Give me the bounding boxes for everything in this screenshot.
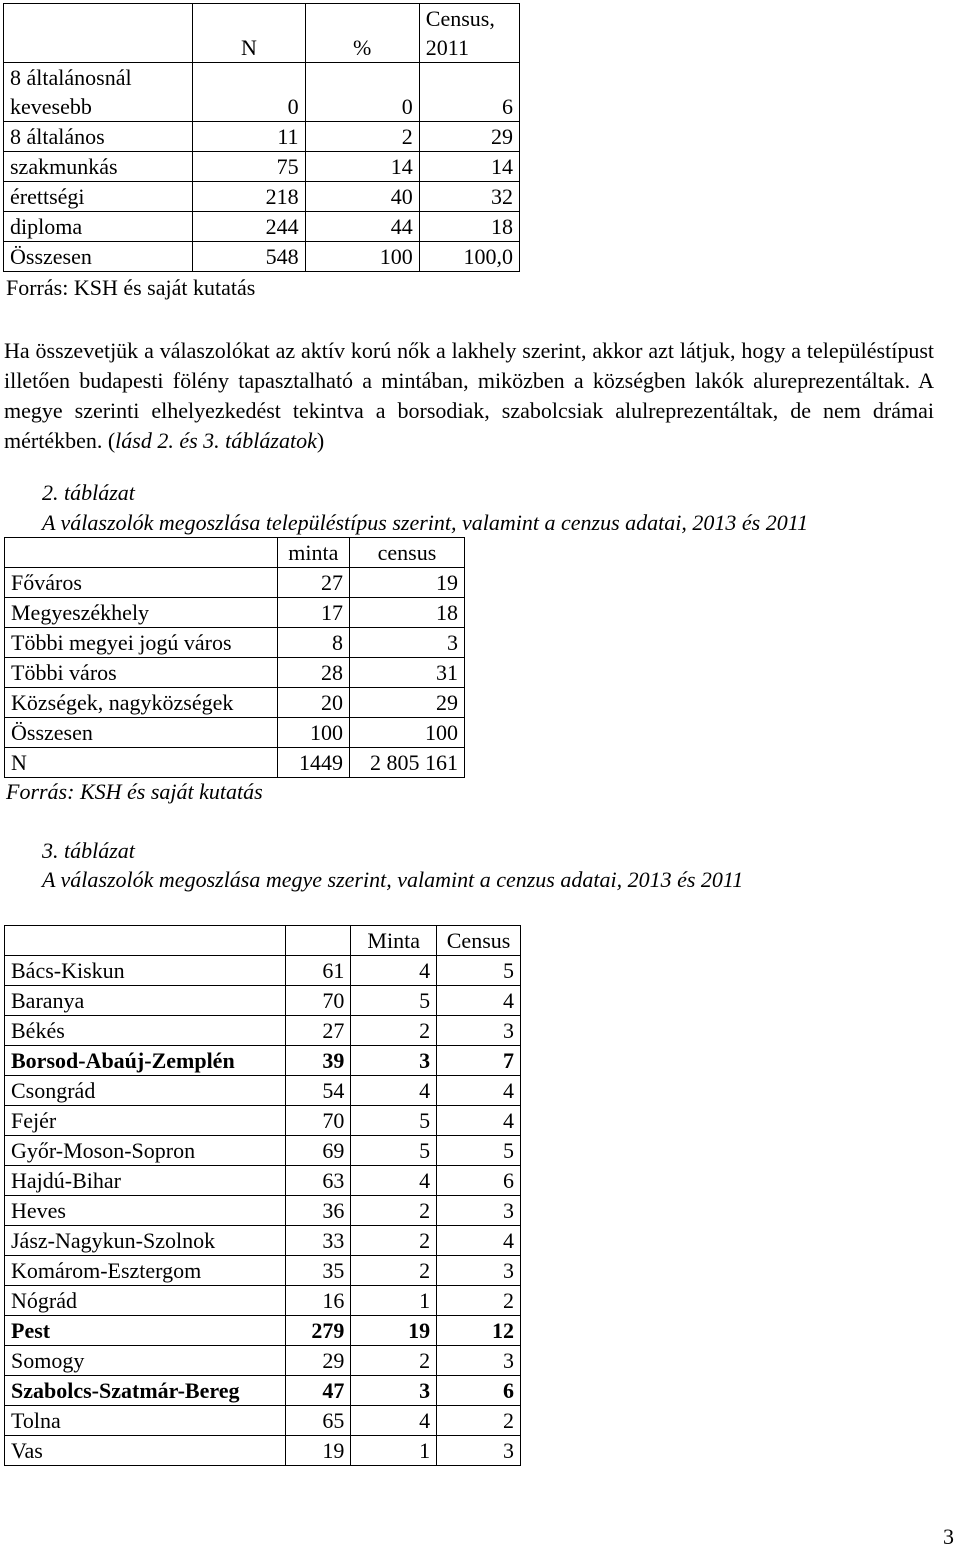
- cell-census: 100: [349, 718, 464, 748]
- header-cell: minta: [277, 538, 349, 568]
- cell-minta: 5: [351, 1136, 437, 1166]
- cell-census: 29: [349, 688, 464, 718]
- row-label: Békés: [5, 1016, 286, 1046]
- cell-census: 18: [419, 212, 519, 242]
- table2-title-text: A válaszolók megoszlása településtípus szerint, valamint a cenzus adatai, 2013 és 2011: [42, 510, 809, 535]
- header-cell: Census: [437, 926, 521, 956]
- cell-census: 32: [419, 182, 519, 212]
- cell-census: 6: [437, 1166, 521, 1196]
- cell-census: 5: [437, 1136, 521, 1166]
- row-label: Heves: [5, 1196, 286, 1226]
- row-label: Többi megyei jogú város: [5, 628, 278, 658]
- table-row: [5, 1256, 521, 1286]
- page-number: 3: [943, 1524, 954, 1549]
- cell-n: 65: [285, 1406, 351, 1436]
- cell-minta: 4: [351, 956, 437, 986]
- cell-percent: 2: [305, 122, 419, 152]
- table3-number: [42, 838, 135, 864]
- table-row: [4, 242, 520, 272]
- body-paragraph: [4, 336, 934, 456]
- table-row: [5, 1106, 521, 1136]
- cell-percent: 14: [305, 152, 419, 182]
- table-row: [5, 1406, 521, 1436]
- table3-title-text: A válaszolók megoszlása megye szerint, valamint a cenzus adatai, 2013 és 2011: [42, 867, 744, 892]
- table1-source: Forrás: KSH és saját kutatás: [6, 275, 256, 300]
- table3-title: [42, 867, 743, 893]
- cell-n: 61: [285, 956, 351, 986]
- cell-percent: 100: [305, 242, 419, 272]
- cell-minta: 8: [277, 628, 349, 658]
- cell-n: 11: [193, 122, 305, 152]
- table-row: [4, 212, 520, 242]
- row-label: Borsod-Abaúj-Zemplén: [5, 1046, 286, 1076]
- cell-census: 100,0: [419, 242, 519, 272]
- cell-census: 4: [437, 986, 521, 1016]
- header-cell: [285, 926, 351, 956]
- row-label: Nógrád: [5, 1286, 286, 1316]
- row-label: Vas: [5, 1436, 286, 1466]
- table-row: [5, 1016, 521, 1046]
- table-row: [5, 658, 465, 688]
- cell-census: 6: [437, 1376, 521, 1406]
- cell-census: 2: [437, 1406, 521, 1436]
- header-cell: [4, 4, 193, 63]
- row-label: diploma: [4, 212, 193, 242]
- cell-n: 548: [193, 242, 305, 272]
- education-table-body: [4, 4, 520, 272]
- cell-census: 14: [419, 152, 519, 182]
- row-label: Szabolcs-Szatmár-Bereg: [5, 1376, 286, 1406]
- table-row: [5, 1076, 521, 1106]
- cell-census: 3: [349, 628, 464, 658]
- table3-number-text: 3. táblázat: [42, 838, 135, 863]
- row-label: 8 általánosnál kevesebb: [4, 63, 193, 122]
- table2-number-text: 2. táblázat: [42, 480, 135, 505]
- cell-minta: 2: [351, 1346, 437, 1376]
- table-row: [4, 63, 520, 122]
- table-header-row: [4, 4, 520, 63]
- cell-minta: 2: [351, 1226, 437, 1256]
- cell-census: 19: [349, 568, 464, 598]
- cell-n: 70: [285, 1106, 351, 1136]
- table-row: [5, 688, 465, 718]
- cell-census: 2: [437, 1286, 521, 1316]
- cell-minta: 2: [351, 1016, 437, 1046]
- county-table-body: [5, 926, 521, 1466]
- cell-census: 3: [437, 1436, 521, 1466]
- header-cell: census: [349, 538, 464, 568]
- cell-minta: 1: [351, 1436, 437, 1466]
- row-label: Jász-Nagykun-Szolnok: [5, 1226, 286, 1256]
- cell-n: 75: [193, 152, 305, 182]
- cell-census: 7: [437, 1046, 521, 1076]
- row-label: Többi város: [5, 658, 278, 688]
- table-row: [5, 1436, 521, 1466]
- header-cell: %: [305, 4, 419, 63]
- cell-n: 19: [285, 1436, 351, 1466]
- cell-n: 47: [285, 1376, 351, 1406]
- cell-census: 2 805 161: [349, 748, 464, 778]
- cell-census: 4: [437, 1106, 521, 1136]
- cell-census: 18: [349, 598, 464, 628]
- table-row: [5, 1286, 521, 1316]
- table2-title: [42, 510, 808, 536]
- table-row: [5, 1316, 521, 1346]
- cell-n: 27: [285, 1016, 351, 1046]
- table-header-row: [5, 926, 521, 956]
- cell-census: 29: [419, 122, 519, 152]
- cell-minta: 2: [351, 1256, 437, 1286]
- row-label: szakmunkás: [4, 152, 193, 182]
- table-row: [4, 122, 520, 152]
- header-cell: Census, 2011: [419, 4, 519, 63]
- row-label: Pest: [5, 1316, 286, 1346]
- cell-minta: 4: [351, 1166, 437, 1196]
- cell-minta: 100: [277, 718, 349, 748]
- cell-minta: 4: [351, 1406, 437, 1436]
- cell-census: 3: [437, 1016, 521, 1046]
- row-label: Főváros: [5, 568, 278, 598]
- row-label: Komárom-Esztergom: [5, 1256, 286, 1286]
- cell-n: 16: [285, 1286, 351, 1316]
- cell-census: 12: [437, 1316, 521, 1346]
- paragraph-end: ): [316, 428, 325, 453]
- table-row: [5, 1226, 521, 1256]
- row-label: Bács-Kiskun: [5, 956, 286, 986]
- cell-n: 39: [285, 1046, 351, 1076]
- row-label: Tolna: [5, 1406, 286, 1436]
- table-header-row: [5, 538, 465, 568]
- cell-n: 0: [193, 63, 305, 122]
- row-label: N: [5, 748, 278, 778]
- table2-number: [42, 480, 135, 506]
- cell-n: 70: [285, 986, 351, 1016]
- row-label: Hajdú-Bihar: [5, 1166, 286, 1196]
- cell-percent: 40: [305, 182, 419, 212]
- table-row: [5, 1376, 521, 1406]
- row-label: Fejér: [5, 1106, 286, 1136]
- row-label: Baranya: [5, 986, 286, 1016]
- cell-n: 69: [285, 1136, 351, 1166]
- cell-n: 244: [193, 212, 305, 242]
- settlement-table-body: [5, 538, 465, 778]
- table2-source-text: Forrás: KSH és saját kutatás: [6, 779, 263, 804]
- cell-n: 54: [285, 1076, 351, 1106]
- cell-census: 5: [437, 956, 521, 986]
- settlement-table: [4, 537, 465, 778]
- row-label: Községek, nagyközségek: [5, 688, 278, 718]
- cell-n: 279: [285, 1316, 351, 1346]
- cell-minta: 2: [351, 1196, 437, 1226]
- table-row: [5, 1196, 521, 1226]
- cell-minta: 20: [277, 688, 349, 718]
- cell-n: 218: [193, 182, 305, 212]
- cell-n: 36: [285, 1196, 351, 1226]
- county-table: [4, 925, 521, 1466]
- cell-census: 31: [349, 658, 464, 688]
- table-row: [5, 1346, 521, 1376]
- row-label: Összesen: [5, 718, 278, 748]
- header-cell: N: [193, 4, 305, 63]
- cell-minta: 1449: [277, 748, 349, 778]
- cell-minta: 3: [351, 1376, 437, 1406]
- cell-minta: 5: [351, 986, 437, 1016]
- paragraph-text: Ha összevetjük a válaszolókat az aktív korú nők a lakhely szerint, akkor azt látjuk, hogy a településtípust illetően budapesti fölény tapasztalható a mintában, miközben a községben lakók alureprezentáltak. A megye szerinti elhelyezkedést tekintva a borsodiak, szabolcsiak alulreprezentáltak, de nem drámai mértékben. (: [4, 338, 934, 453]
- table-row: [5, 986, 521, 1016]
- cell-n: 35: [285, 1256, 351, 1286]
- cell-minta: 5: [351, 1106, 437, 1136]
- cell-census: 3: [437, 1256, 521, 1286]
- cell-n: 29: [285, 1346, 351, 1376]
- cell-percent: 44: [305, 212, 419, 242]
- row-label: Összesen: [4, 242, 193, 272]
- cell-n: 63: [285, 1166, 351, 1196]
- header-cell: [5, 538, 278, 568]
- education-table: [3, 3, 520, 272]
- table-row: [5, 568, 465, 598]
- table-row: [5, 718, 465, 748]
- table2-source: [6, 779, 263, 805]
- table-row: [5, 1136, 521, 1166]
- row-label: Somogy: [5, 1346, 286, 1376]
- paragraph-reference: lásd 2. és 3. táblázatok: [115, 428, 317, 453]
- row-label: 8 általános: [4, 122, 193, 152]
- cell-minta: 28: [277, 658, 349, 688]
- cell-n: 33: [285, 1226, 351, 1256]
- table-row: [5, 748, 465, 778]
- row-label: Csongrád: [5, 1076, 286, 1106]
- table-row: [5, 598, 465, 628]
- table-row: [5, 628, 465, 658]
- row-label: Győr-Moson-Sopron: [5, 1136, 286, 1166]
- header-cell: Minta: [351, 926, 437, 956]
- row-label: érettségi: [4, 182, 193, 212]
- table-row: [4, 152, 520, 182]
- cell-minta: 27: [277, 568, 349, 598]
- cell-minta: 4: [351, 1076, 437, 1106]
- cell-census: 3: [437, 1196, 521, 1226]
- cell-census: 6: [419, 63, 519, 122]
- cell-census: 4: [437, 1076, 521, 1106]
- table-row: [5, 1046, 521, 1076]
- table-row: [5, 1166, 521, 1196]
- cell-census: 3: [437, 1346, 521, 1376]
- cell-minta: 19: [351, 1316, 437, 1346]
- header-cell: [5, 926, 286, 956]
- table-row: [5, 956, 521, 986]
- cell-percent: 0: [305, 63, 419, 122]
- cell-census: 4: [437, 1226, 521, 1256]
- table-row: [4, 182, 520, 212]
- row-label: Megyeszékhely: [5, 598, 278, 628]
- cell-minta: 3: [351, 1046, 437, 1076]
- cell-minta: 1: [351, 1286, 437, 1316]
- cell-minta: 17: [277, 598, 349, 628]
